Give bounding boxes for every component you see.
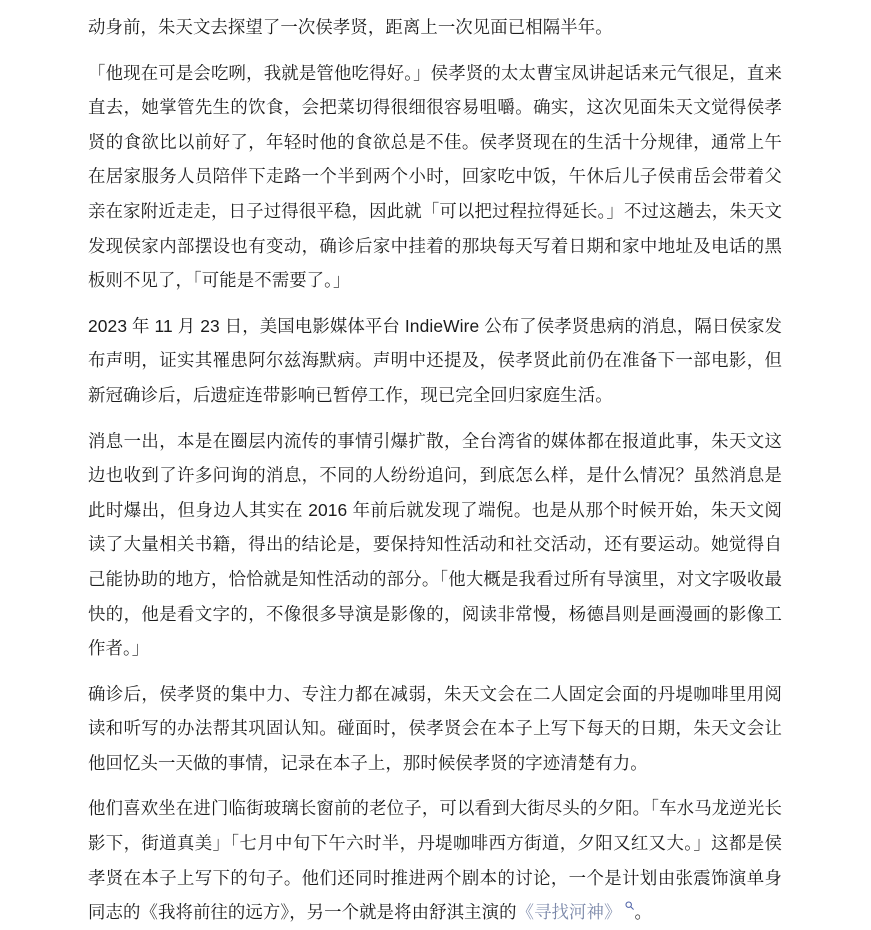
paragraph-4: 消息一出，本是在圈层内流传的事情引爆扩散，全台湾省的媒体都在报道此事，朱天文这边也收到了许多问询的消息，不同的人纷纷追问，到底怎么样，是什么情况？虽然消息是此时爆出，但身边人其实在 2016 年前后就发现了端倪。也是从那个时候开始，朱天文阅读了大量相关书籍，得出的结论是，要保持知性活动和社交活动，还有要运动。她觉得自己能协助的地方，恰恰就是知性活动的部分。「他大概是我看过所有导演里，对文字吸收最快的，他是看文字的，不像很多导演是影像的，阅读非常慢，杨德昌则是画漫画的影像工作者。」	[88, 430, 782, 659]
paragraph-5: 确诊后，侯孝贤的集中力、专注力都在减弱，朱天文会在二人固定会面的丹堤咖啡里用阅读和听写的办法帮其巩固认知。碰面时，侯孝贤会在本子上写下每天的日期，朱天文会让他回忆头一天做的事情，记录在本子上，那时候侯孝贤的字迹清楚有力。	[88, 683, 782, 773]
paragraph-2: 「他现在可是会吃咧，我就是管他吃得好。」侯孝贤的太太曹宝凤讲起话来元气很足，直来直去，她掌管先生的饮食，会把菜切得很细很容易咀嚼。确实，这次见面朱天文觉得侯孝贤的食欲比以前好了，年轻时他的食欲总是不佳。侯孝贤现在的生活十分规律，通常上午在居家服务人员陪伴下走路一个半到两个小时，回家吃中饭，午休后儿子侯甫岳会带着父亲在家附近走走，日子过得很平稳，因此就「可以把过程拉得延长。」不过这趟去，朱天文发现侯家内部摆设也有变动，确诊后家中挂着的那块每天写着日期和家中地址及电话的黑板则不见了，「可能是不需要了。」	[88, 62, 782, 291]
paragraph-6	[88, 791, 782, 929]
paragraph-3: 2023 年 11 月 23 日，美国电影媒体平台 IndieWire 公布了侯孝贤患病的消息，隔日侯家发布声明，证实其罹患阿尔兹海默病。声明中还提及，侯孝贤此前仍在准备下一部电影，但新冠确诊后，后遗症连带影响已暂停工作，现已完全回归家庭生活。	[88, 315, 782, 405]
link-xunzhaoheshen[interactable]: 《寻找河神》	[516, 902, 622, 923]
search-icon[interactable]	[625, 901, 634, 910]
paragraph-6-text-before: 他们喜欢坐在进门临街玻璃长窗前的老位子，可以看到大街尽头的夕阳。「车水马龙逆光长影下，街道真美」「七月中旬下午六时半，丹堤咖啡西方街道，夕阳又红又大。」这都是侯孝贤在本子上写下的句子。他们还同时推进两个剧本的讨论，一个是计划由张震饰演单身同志的《我将前往的远方》，另一个就是将由舒淇主演的	[88, 798, 782, 923]
paragraph-6-text-after: 。	[634, 902, 653, 923]
paragraph-1: 动身前，朱天文去探望了一次侯孝贤，距离上一次见面已相隔半年。	[88, 17, 613, 37]
